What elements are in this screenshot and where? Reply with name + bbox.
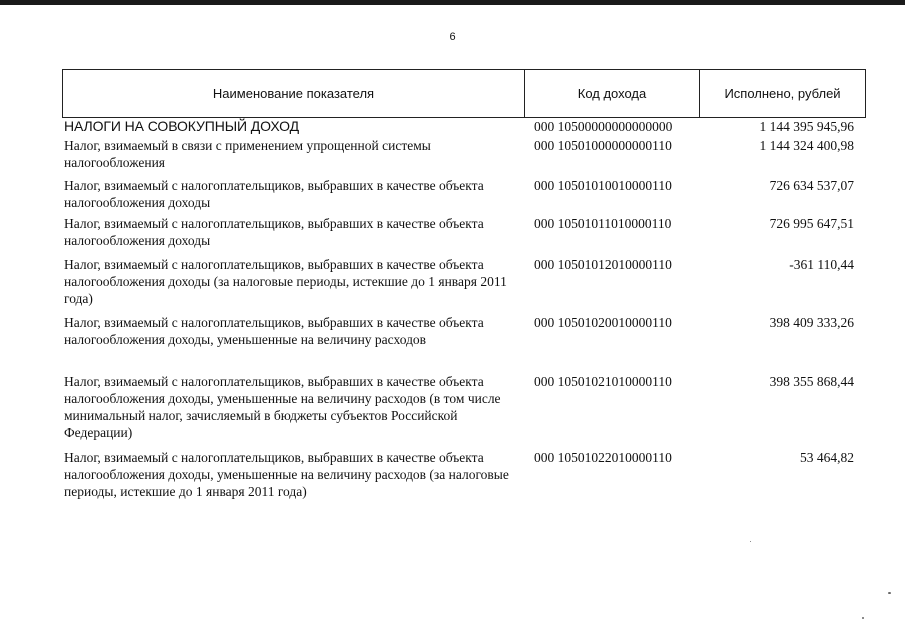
table-header [62,69,866,118]
row-amount: 53 464,82 [800,450,854,465]
row-amount: 398 409 333,26 [769,315,854,330]
row-code: 000 10501011010000110 [534,216,672,231]
row-code: 000 10500000000000000 [534,119,673,134]
row-name: Налог, взимаемый с налогоплательщиков, выбравших в качестве объекта налогообложения доходы, уменьшенные на величину расходов (в том числе минимальный налог, зачисляемый в бюджеты субъектов Российской Федерации) [64,374,501,440]
row-code: 000 10501010010000110 [534,178,672,193]
row-code: 000 10501012010000110 [534,257,672,272]
row-amount: 726 634 537,07 [769,178,854,193]
table-body [62,118,866,499]
page-number: 6 [449,31,456,43]
scan-speck [888,592,891,594]
row-code: 000 10501022010000110 [534,450,672,465]
table-row [62,118,866,135]
scan-speck [862,617,864,619]
row-name: Налог, взимаемый с налогоплательщиков, выбравших в качестве объекта налогообложения доходы, уменьшенные на величину расходов [64,315,484,347]
row-name: Налог, взимаемый с налогоплательщиков, выбравших в качестве объекта налогообложения доходы [64,216,484,248]
header-name: Наименование показателя [63,70,525,117]
row-amount: -361 110,44 [789,257,854,272]
row-name: Налог, взимаемый с налогоплательщиков, выбравших в качестве объекта налогообложения доходы (за налоговые периоды, истекшие до 1 января 2011 года) [64,257,507,306]
top-border-rule [0,0,905,5]
row-name: Налог, взимаемый в связи с применением упрощенной системы налогообложения [64,138,431,170]
scan-speck [750,541,751,542]
row-amount: 726 995 647,51 [769,216,854,231]
row-amount: 398 355 868,44 [769,374,854,389]
row-amount: 1 144 324 400,98 [759,138,854,153]
row-code: 000 10501000000000110 [534,138,672,153]
row-code: 000 10501021010000110 [534,374,672,389]
header-amount: Исполнено, рублей [724,86,841,101]
row-name: Налог, взимаемый с налогоплательщиков, выбравших в качестве объекта налогообложения доходы [64,178,484,210]
row-amount: 1 144 395 945,96 [759,119,854,134]
header-code: Код дохода [525,70,700,117]
row-name: Налог, взимаемый с налогоплательщиков, выбравших в качестве объекта налогообложения доходы, уменьшенные на величину расходов (за налоговые периоды, истекшие до 1 января 2011 года) [64,450,509,499]
row-code: 000 10501020010000110 [534,315,672,330]
row-name: НАЛОГИ НА СОВОКУПНЫЙ ДОХОД [64,118,299,134]
